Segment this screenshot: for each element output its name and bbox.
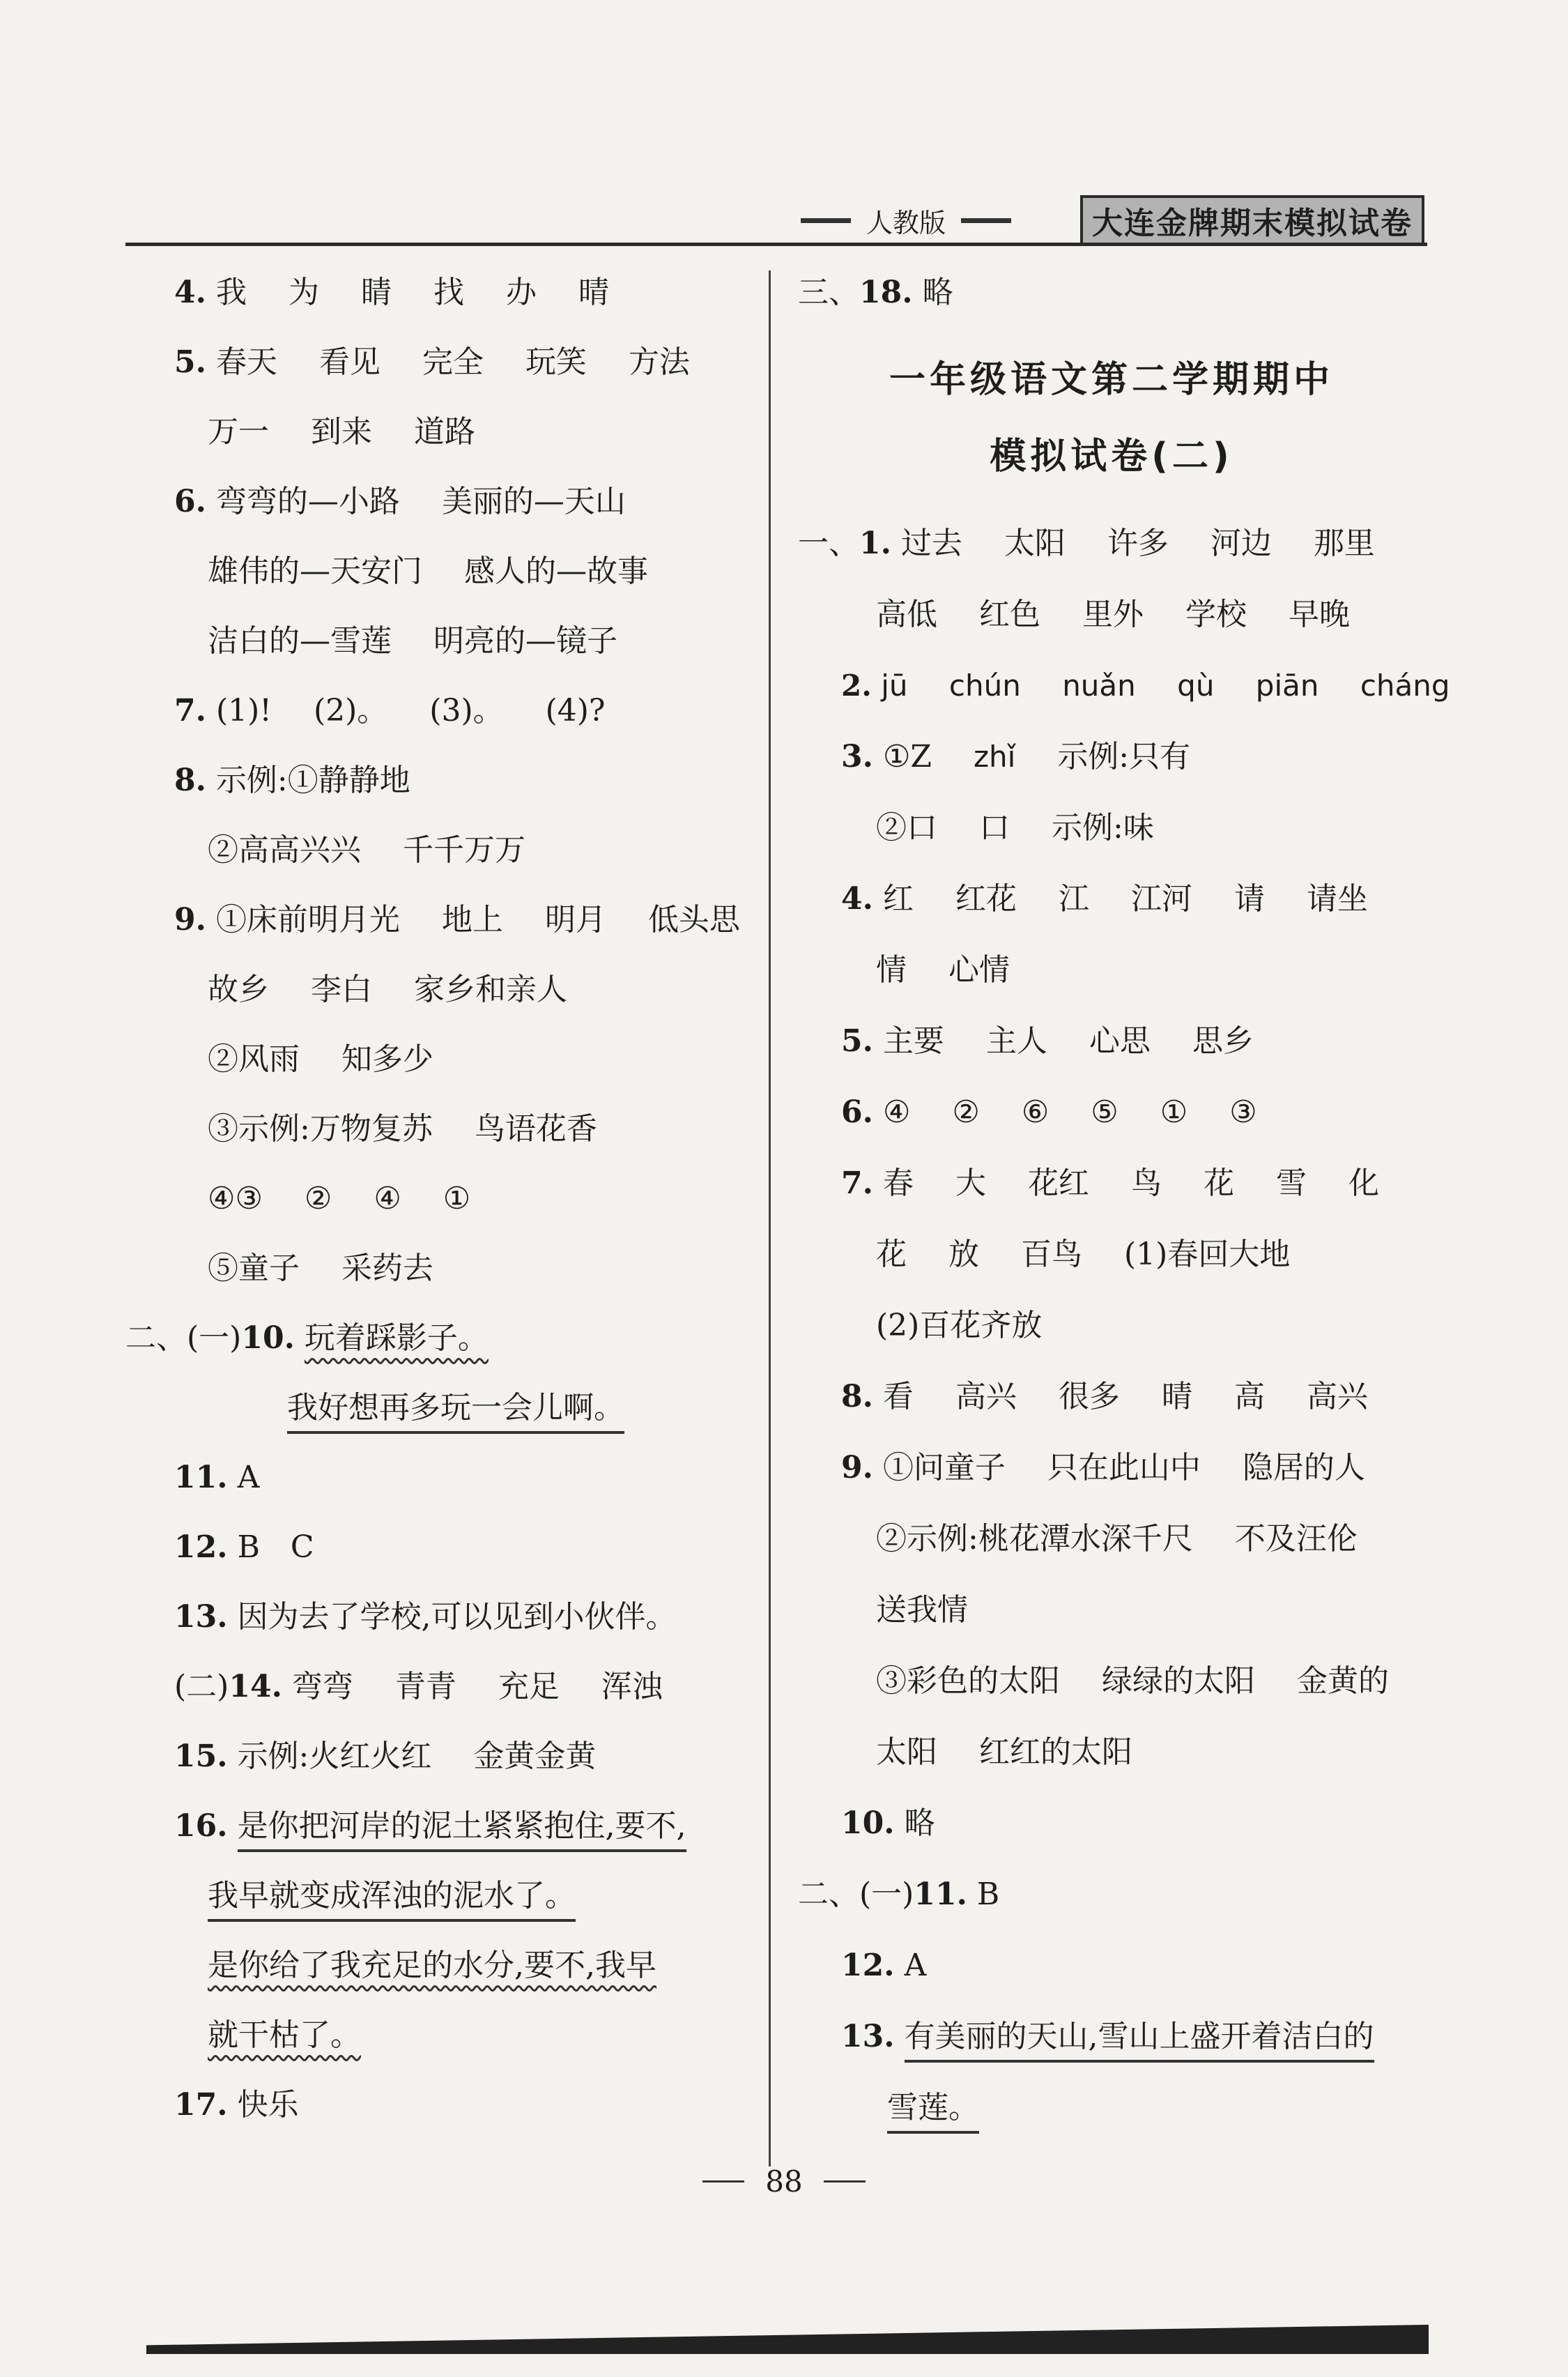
answer-9-cont-1: 故乡 李白 家乡和亲人 xyxy=(208,972,567,1007)
answer-r12: 12. A xyxy=(841,1948,927,1983)
answer-15: 15. 示例:火红火红 金黄金黄 xyxy=(174,1738,597,1774)
answer-4: 4. 我 为 睛 找 办 晴 xyxy=(174,275,609,310)
answer-r4-cont: 情 心情 xyxy=(876,952,1010,988)
answer-r3: 3. ①Z zhǐ 示例:只有 xyxy=(841,739,1191,774)
edition-dash-left xyxy=(801,218,851,223)
answer-r11: 二、(一)11. B xyxy=(798,1877,1000,1912)
answer-11: 11. A xyxy=(174,1460,260,1495)
answer-5-cont: 万一 到来 道路 xyxy=(208,414,475,450)
answer-12: 12. B C xyxy=(174,1529,314,1565)
edition-text: 人教版 xyxy=(866,207,946,238)
answer-r9-cont-1: ②示例:桃花潭水深千尺 不及汪伦 xyxy=(876,1521,1358,1557)
answer-r7: 7. 春 大 花红 鸟 花 雪 化 xyxy=(841,1165,1379,1201)
answer-10-cont: 我好想再多玩一会儿啊。 xyxy=(287,1387,624,1429)
answer-13: 13. 因为去了学校,可以见到小伙伴。 xyxy=(174,1599,677,1635)
answer-r9-cont-3: ③彩色的太阳 绿绿的太阳 金黄的 xyxy=(876,1663,1389,1699)
answer-r9-cont-2: 送我情 xyxy=(876,1592,968,1628)
answer-r3-cont: ②口 口 示例:味 xyxy=(876,810,1154,846)
answer-9-cont-2: ②风雨 知多少 xyxy=(208,1041,433,1077)
section-subtitle: 模拟试卷(二) xyxy=(990,436,1233,477)
edition-dash-right xyxy=(961,218,1011,223)
answer-r6: 6. ④ ② ⑥ ⑤ ① ③ xyxy=(841,1094,1257,1130)
answer-10: 二、(一)10. 玩着踩影子。 xyxy=(125,1320,489,1356)
answer-5: 5. 春天 看见 完全 玩笑 方法 xyxy=(174,344,690,380)
answer-6-cont-1: 雄伟的—天安门 感人的—故事 xyxy=(208,553,648,589)
answer-6-cont-2: 洁白的—雪莲 明亮的—镜子 xyxy=(208,623,617,659)
answer-9-cont-5: ⑤童子 采药去 xyxy=(208,1251,433,1286)
answer-r1: 一、1. 过去 太阳 许多 河边 那里 xyxy=(798,526,1375,561)
section-title: 一年级语文第二学期期中 xyxy=(889,359,1334,401)
answer-7: 7. (1)! (2)。 (3)。 (4)? xyxy=(174,693,606,728)
answer-18: 三、18. 略 xyxy=(798,275,953,310)
answer-r1-cont: 高低 红色 里外 学校 早晚 xyxy=(876,597,1350,632)
answer-8-cont: ②高高兴兴 千千万万 xyxy=(208,832,525,868)
header-rule xyxy=(125,243,1427,246)
page-header xyxy=(0,0,1568,265)
column-divider xyxy=(769,270,771,2166)
answer-r7-cont-1: 花 放 百鸟 (1)春回大地 xyxy=(876,1237,1291,1272)
answer-r13-cont: 雪莲。 xyxy=(887,2087,979,2129)
answer-14: (二)14. 弯弯 青青 充足 浑浊 xyxy=(174,1669,663,1704)
answer-r13: 13. 有美丽的天山,雪山上盛开着洁白的 xyxy=(841,2016,1374,2058)
answer-17: 17. 快乐 xyxy=(174,2087,299,2123)
page-number-dash-left xyxy=(702,2180,744,2183)
answer-9-cont-4: ④③ ② ④ ① xyxy=(208,1181,471,1216)
answer-16: 16. 是你把河岸的泥土紧紧抱住,要不, xyxy=(174,1805,686,1847)
answer-8: 8. 示例:①静静地 xyxy=(174,763,410,798)
answer-16-cont-1: 我早就变成浑浊的泥水了。 xyxy=(208,1875,576,1917)
series-title: 大连金牌期末模拟试卷 xyxy=(1092,206,1413,241)
answer-16-cont-2: 是你给了我充足的水分,要不,我早 xyxy=(208,1948,656,1983)
edition-label xyxy=(787,199,1024,241)
page-number-dash-right xyxy=(824,2180,866,2183)
bottom-edge-shadow xyxy=(146,2325,1429,2354)
answer-r2: 2. jū chún nuǎn qù piān cháng xyxy=(841,668,1450,703)
answer-9: 9. ①床前明月光 地上 明月 低头思 xyxy=(174,902,740,938)
answer-9-cont-3: ③示例:万物复苏 鸟语花香 xyxy=(208,1111,597,1147)
answer-r9: 9. ①问童子 只在此山中 隐居的人 xyxy=(841,1450,1365,1485)
answer-r5: 5. 主要 主人 心思 思乡 xyxy=(841,1023,1254,1059)
answer-16-cont-3: 就干枯了。 xyxy=(208,2017,361,2053)
page-number: 88 xyxy=(679,2164,889,2199)
answer-r4: 4. 红 红花 江 江河 请 请坐 xyxy=(841,881,1368,917)
answer-r9-cont-4: 太阳 红红的太阳 xyxy=(876,1734,1132,1770)
answer-6: 6. 弯弯的—小路 美丽的—天山 xyxy=(174,484,626,519)
answer-r7-cont-2: (2)百花齐放 xyxy=(876,1308,1043,1343)
series-title-box xyxy=(1080,195,1424,245)
answer-r10: 10. 略 xyxy=(841,1805,935,1841)
answer-r8: 8. 看 高兴 很多 晴 高 高兴 xyxy=(841,1379,1368,1414)
